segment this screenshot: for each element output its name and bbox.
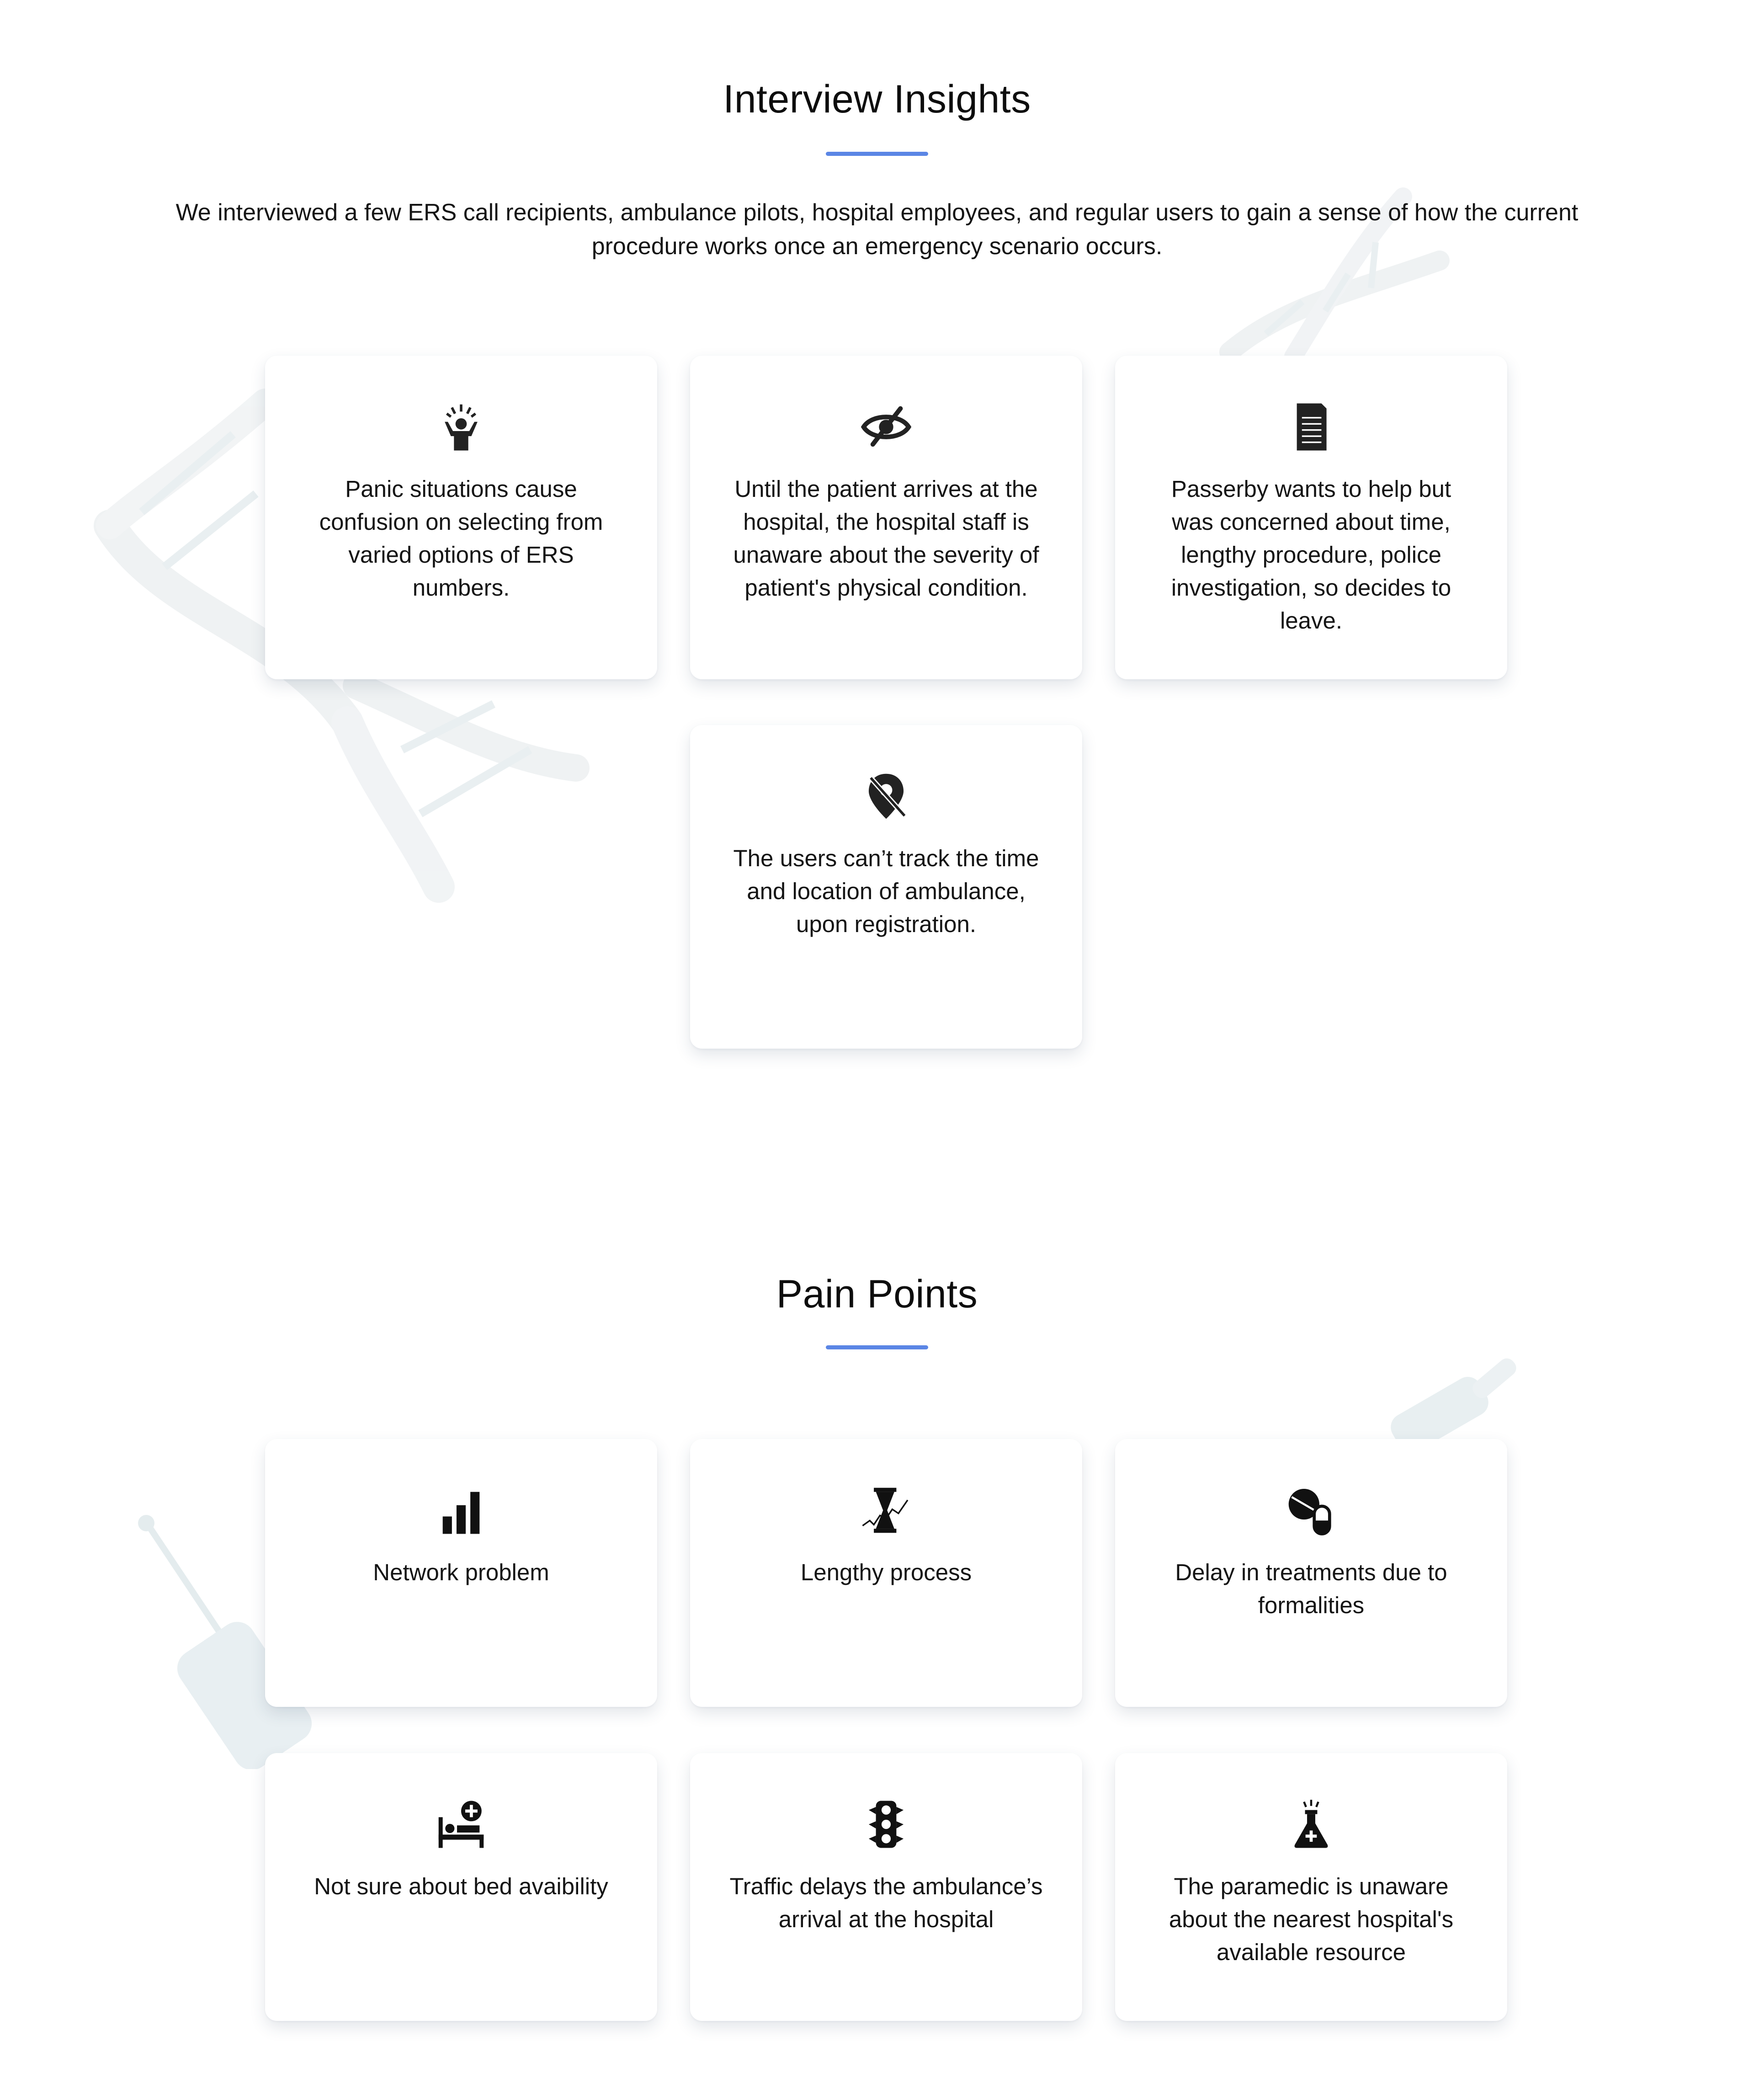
insight-card-text: Until the patient arrives at the hospital, the hospital staff is unaware about the severity of patient's physical condition. bbox=[733, 476, 1039, 601]
insight-card-tracking bbox=[690, 725, 1082, 1049]
pain-card-bed bbox=[265, 1753, 657, 2021]
eye-slash-icon bbox=[859, 400, 914, 454]
insight-card-text: Panic situations cause confusion on selecting from varied options of ERS numbers. bbox=[319, 476, 603, 601]
pain-card-text: Delay in treatments due to formalities bbox=[1175, 1559, 1447, 1618]
flask-icon bbox=[1284, 1797, 1339, 1852]
pain-card-text: Not sure about bed avaibility bbox=[314, 1873, 608, 1899]
insight-card-panic bbox=[265, 356, 657, 679]
insight-card-text: The users can’t track the time and location of ambulance, upon registration. bbox=[733, 845, 1039, 937]
syringe-illustration-right bbox=[1371, 1344, 1522, 1449]
signal-bars-icon bbox=[434, 1483, 489, 1538]
pain-card-network bbox=[265, 1439, 657, 1707]
pain-points-title: Pain Points bbox=[776, 1272, 978, 1316]
pain-card-traffic bbox=[690, 1753, 1082, 2021]
pills-icon bbox=[1284, 1483, 1339, 1538]
insights-intro: We interviewed a few ERS call recipients, ambulance pilots, hospital employees, and regular users to gain a sense of how the current procedure works once an emergency scenario occurs. bbox=[175, 199, 1579, 260]
location-off-icon bbox=[859, 769, 914, 824]
pain-card-text: Network problem bbox=[373, 1559, 549, 1585]
pain-points-title-underline bbox=[826, 1345, 928, 1349]
insight-card-unaware bbox=[690, 356, 1082, 679]
pain-card-lengthy bbox=[690, 1439, 1082, 1707]
insights-title: Interview Insights bbox=[723, 77, 1031, 121]
document-icon bbox=[1284, 400, 1339, 454]
pain-card-delay bbox=[1115, 1439, 1507, 1707]
panic-person-icon bbox=[434, 400, 489, 454]
pain-card-paramedic bbox=[1115, 1753, 1507, 2021]
pain-card-text: Traffic delays the ambulance’s arrival at the hospital bbox=[729, 1873, 1043, 1932]
hourglass-icon bbox=[859, 1483, 914, 1538]
traffic-light-icon bbox=[859, 1797, 914, 1852]
pain-card-text: Lengthy process bbox=[800, 1559, 972, 1585]
hospital-bed-icon bbox=[434, 1797, 489, 1852]
insight-card-passerby bbox=[1115, 356, 1507, 679]
insights-title-underline bbox=[826, 152, 928, 156]
insight-card-text: Passerby wants to help but was concerned about time, lengthy procedure, police investigation, so decides to leave. bbox=[1171, 476, 1451, 634]
pain-card-text: The paramedic is unaware about the nearest hospital's available resource bbox=[1169, 1873, 1454, 1965]
